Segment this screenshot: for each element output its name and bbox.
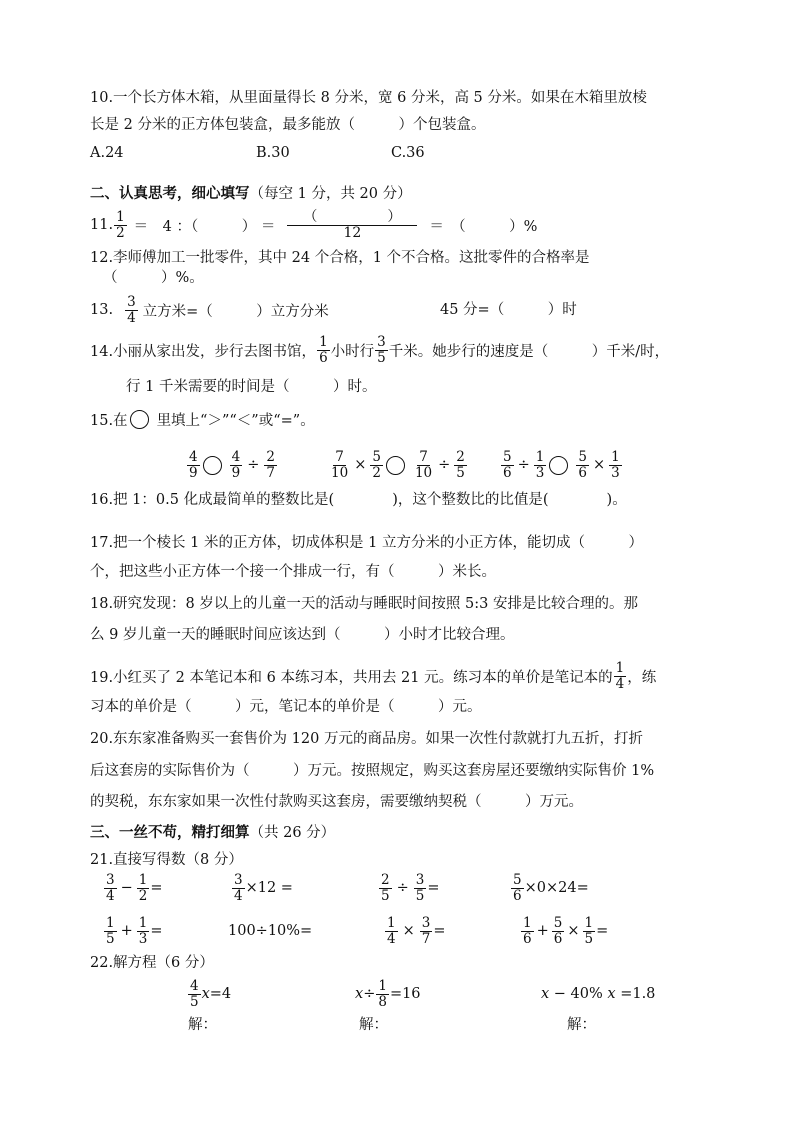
q10-option-a: A.24 [90,145,124,161]
q15-group-1: $\frac{4}{9}$ $\frac{4}{9}$ ÷ $\frac{2}{7}$ [189,448,275,481]
q22-solve-2[interactable]: 解： [359,1017,388,1033]
q21-r1-c[interactable]: $\frac{2}{5}$ ÷ $\frac{3}{5}$ = [381,871,440,904]
q21-title: 21.直接写得数（8 分） [90,852,243,868]
q15-group-2: $\frac{7}{10}$ × $\frac{5}{2}$ $\frac{7}{10}$ ÷ $\frac{2}{5}$ [331,448,465,481]
q20-line1: 20.东东家准备购买一套售价为 120 万元的商品房。如果一次性付款就打九五折，打折 [90,731,643,747]
q11-ratio: ＝ 4 ：（ ） ＝ [133,218,276,235]
q16[interactable]: 16.把 1：0.5 化成最简单的整数比是( )，这个整数比的比值是( )。 [90,492,627,508]
q19-fraction: $\frac{1}{4}$ [615,659,625,692]
q19-line2[interactable]: 习本的单价是（ ）元，笔记本的单价是（ ）元。 [90,699,482,715]
q21-r2-d[interactable]: $\frac{1}{6}$ + $\frac{5}{6}$ × $\frac{1}{5}$ = [523,914,609,947]
q15-line1 [90,408,315,430]
q12-line2[interactable]: （ ）%。 [103,270,204,286]
q10-option-b: B.30 [256,145,290,161]
q21-r2-c[interactable]: $\frac{1}{4}$ × $\frac{3}{7}$ = [387,914,446,947]
q14-line2[interactable]: 行 1 千米需要的时间是（ ）时。 [126,379,377,395]
q14-fraction-2: $\frac{3}{5}$ [377,333,386,366]
q18-line2[interactable]: 么 9 岁儿童一天的睡眠时间应该达到（ ）小时才比较合理。 [90,627,515,643]
section3-score: （共 26 分） [249,825,336,841]
q14-mid: 小时行 [330,343,375,360]
q14-pre: 14.小丽从家出发，步行去图书馆， [90,343,317,360]
q21-r1-b[interactable]: $\frac{3}{4}$ ×12 = [234,871,293,904]
q15-group-3: $\frac{5}{6}$ ÷ $\frac{1}{3}$ $\frac{5}{6}$ × $\frac{1}{3}$ [503,448,620,481]
q17-line2[interactable]: 个，把这些小正方体一个接一个排成一行，有（ ）米长。 [90,564,496,580]
q11 [90,204,537,246]
compare-circle-2[interactable] [386,456,405,475]
q10-line2: 长是 2 分米的正方体包装盒，最多能放（ ）个包装盒。 [90,117,486,133]
q20-line3[interactable]: 的契税，东东家如果一次性付款购买这套房，需要缴纳契税（ ）万元。 [90,794,583,810]
q15-post: 里填上“＞”“＜”或“=”。 [156,412,315,429]
q11-fraction: $\frac{1}{2}$ [116,208,125,241]
q12-line1: 12.李师傅加工一批零件，其中 24 个合格，1 个不合格。这批零件的合格率是 [90,250,590,266]
compare-circle-3[interactable] [549,456,568,475]
section3-title: 三、一丝不苟，精打细算 [90,824,250,841]
q11-number: 11. [90,217,114,233]
q19-post: ，练 [627,669,657,686]
q21-r1-d[interactable]: $\frac{5}{6}$ ×0×24= [513,871,589,904]
q20-line2[interactable]: 后这套房的实际售价为（ ）万元。按照规定，购买这套房屋还要缴纳实际售价 1% [90,763,655,779]
section3-heading [90,823,335,843]
q10-option-c: C.36 [391,145,425,161]
q21-r2-a[interactable]: $\frac{1}{5}$ + $\frac{1}{3}$ = [106,914,163,947]
q11-denominator: 12 [343,224,362,241]
q22-eq2: x ÷ $\frac{1}{8}$ =16 [355,977,421,1010]
q13-text2[interactable]: 45 分=（ ）时 [440,302,577,318]
q10-line1: 10.一个长方体木箱，从里面量得长 8 分米，宽 6 分米，高 5 分米。如果在木箱里放棱 [90,90,647,106]
section2-title: 二、认真思考，细心填写 [90,185,250,202]
q14-fraction-1: $\frac{1}{6}$ [319,333,328,366]
circle-icon [130,410,149,429]
compare-circle-1[interactable] [203,456,222,475]
q19-pre: 19.小红买了 2 本笔记本和 6 本练习本，共用去 21 元。练习本的单价是笔记本的 [90,669,613,686]
q22-solve-3[interactable]: 解： [567,1017,596,1033]
q11-blank-numerator[interactable]: （ ） [287,210,417,226]
q14-post[interactable]: 千米。她步行的速度是（ ）千米/时， [388,343,670,360]
q14-line1 [90,330,669,370]
q17-line1[interactable]: 17.把一个棱长 1 米的正方体，切成体积是 1 立方分米的小正方体，能切成（ ） [90,535,643,551]
q21-r1-a[interactable]: $\frac{3}{4}$ − $\frac{1}{2}$ = [106,871,163,904]
q11-percent[interactable]: ＝ （ ）% [429,218,538,235]
q22-eq1: $\frac{4}{5}$ x =4 [190,977,232,1010]
q13 [90,290,329,330]
q13-number: 13. [90,302,114,318]
q15-pre: 15.在 [90,412,128,429]
q13-fraction: $\frac{3}{4}$ [127,293,136,326]
q22-title: 22.解方程（6 分） [90,955,214,971]
q18-line1: 18.研究发现：8 岁以上的儿童一天的活动与睡眠时间按照 5:3 安排是比较合理的。那 [90,596,638,612]
q22-solve-1[interactable]: 解： [188,1017,217,1033]
q22-eq3: x − 40% x =1.8 [541,986,656,1002]
q11-blank-fraction [287,210,417,241]
q13-text1[interactable]: 立方米=（ ）立方分米 [142,303,329,320]
section2-score: （每空 1 分，共 20 分） [249,186,412,202]
q21-r2-b[interactable]: 100÷10%= [228,923,313,939]
section2-heading [90,184,412,204]
q19-line1 [90,656,656,696]
